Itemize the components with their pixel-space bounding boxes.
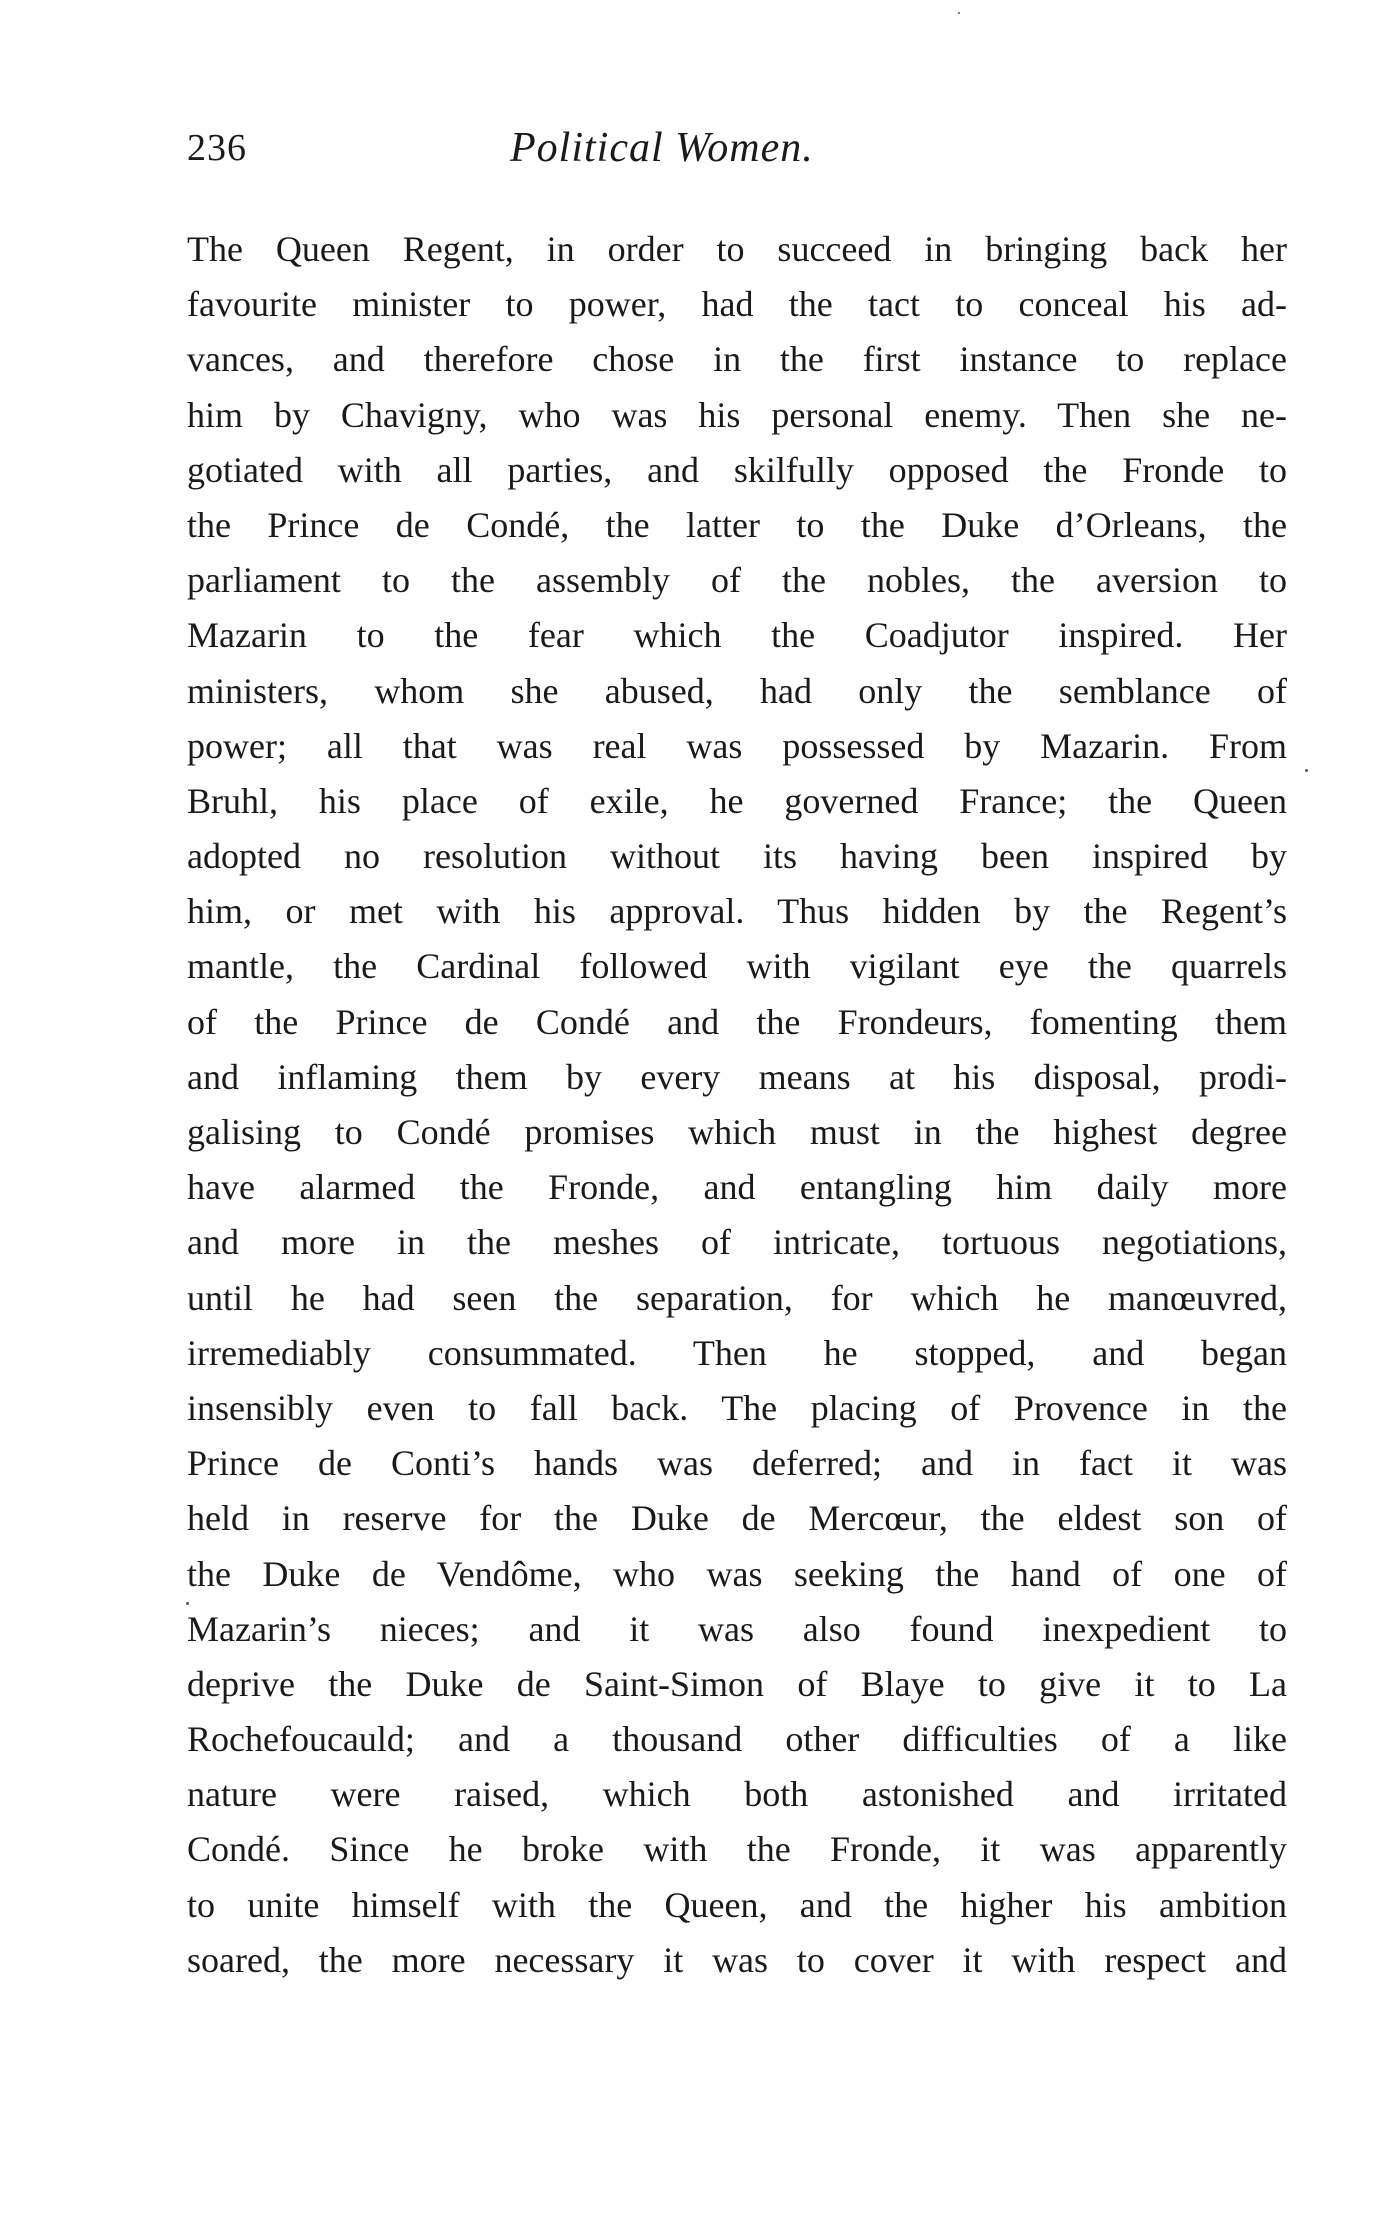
text-line: mantle, the Cardinal followed with vigilant eye the quarrels [187, 946, 1287, 987]
text-line: insensibly even to fall back. The placing of Provence in the [187, 1387, 1287, 1428]
text-line: have alarmed the Fronde, and entangling him daily more [187, 1167, 1287, 1208]
text-line: gotiated with all parties, and skilfully opposed the Fronde to [187, 449, 1287, 490]
text-line: The Queen Regent, in order to succeed in bringing back her [187, 229, 1287, 269]
page-number: 236 [187, 127, 247, 169]
text-line: power; all that was real was possessed by Mazarin. From [187, 725, 1287, 766]
text-line: nature were raised, which both astonished and irritated [187, 1774, 1287, 1815]
text-line: him, or met with his approval. Thus hidden by the Regent’s [187, 891, 1287, 932]
text-line: irremediably consummated. Then he stopped, and began [187, 1332, 1287, 1373]
text-line: of the Prince de Condé and the Frondeurs, fomenting them [187, 1001, 1287, 1042]
text-line: favourite minister to power, had the tact to conceal his ad- [187, 284, 1287, 325]
text-line: and more in the meshes of intricate, tortuous negotiations, [187, 1222, 1287, 1263]
text-line: Mazarin to the fear which the Coadjutor inspired. Her [187, 615, 1287, 656]
page-header [187, 118, 1287, 188]
text-line: Condé. Since he broke with the Fronde, it was apparently [187, 1829, 1287, 1870]
text-line: and inflaming them by every means at his disposal, prodi- [187, 1056, 1287, 1097]
running-title: Political Women. [510, 125, 814, 171]
text-line: ministers, whom she abused, had only the semblance of [187, 670, 1287, 711]
text-line: Bruhl, his place of exile, he governed France; the Queen [187, 780, 1287, 821]
text-line: the Prince de Condé, the latter to the Duke d’Orleans, the [187, 504, 1287, 545]
text-line: until he had seen the separation, for which he manœuvred, [187, 1277, 1287, 1318]
text-line: to unite himself with the Queen, and the higher his ambition [187, 1884, 1287, 1925]
text-line: Rochefoucauld; and a thousand other difficulties of a like [187, 1719, 1287, 1760]
text-line: adopted no resolution without its having been inspired by [187, 836, 1287, 877]
text-line: deprive the Duke de Saint-Simon of Blaye to give it to La [187, 1663, 1287, 1704]
text-line: the Duke de Vendôme, who was seeking the hand of one of [187, 1553, 1287, 1594]
text-line: vances, and therefore chose in the first instance to replace [187, 339, 1287, 380]
scan-speck [1305, 769, 1308, 772]
body-text [187, 222, 1287, 1988]
text-line: held in reserve for the Duke de Mercœur, the eldest son of [187, 1498, 1287, 1539]
text-line: soared, the more necessary it was to cover it with respect and [187, 1939, 1287, 1980]
text-line: parliament to the assembly of the nobles, the aversion to [187, 560, 1287, 601]
scan-speck [958, 12, 960, 14]
text-line: galising to Condé promises which must in the highest degree [187, 1112, 1287, 1152]
text-line: Mazarin’s nieces; and it was also found inexpedient to [187, 1608, 1287, 1649]
text-line: Prince de Conti’s hands was deferred; and in fact it was [187, 1443, 1287, 1484]
text-line: him by Chavigny, who was his personal enemy. Then she ne- [187, 394, 1287, 435]
scan-speck [186, 1602, 189, 1605]
